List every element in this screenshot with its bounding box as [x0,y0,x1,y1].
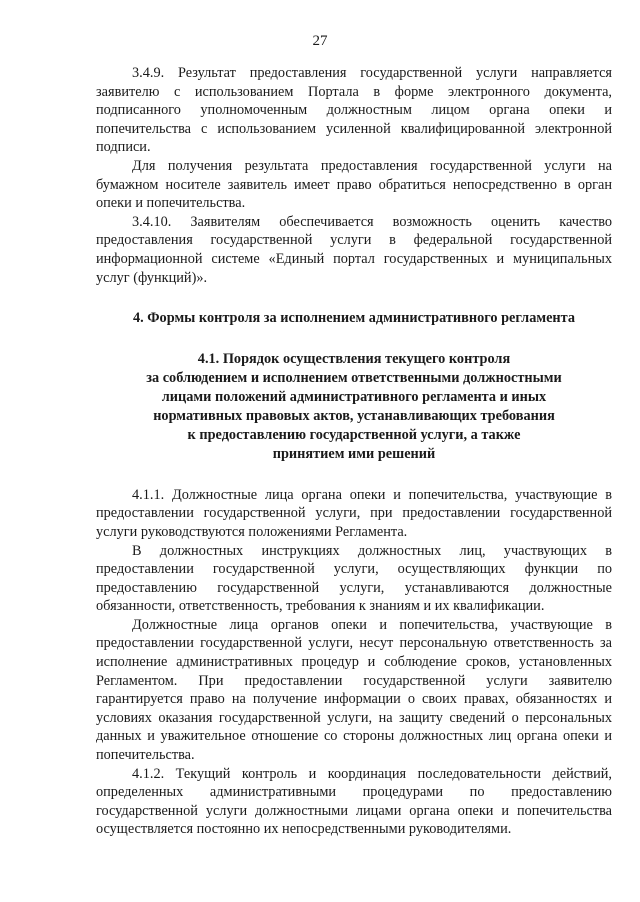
subsection-heading-line: лицами положений административного регламента и иных [161,388,547,405]
page-number: 27 [312,33,328,49]
paragraph-3-4-10: 3.4.10. Заявителям обеспечивается возможность оценить качество предоставления государственной услуги в федеральной государственной информационной системе «Единый портал государственных и муниципальных услуг (функций)». [96,213,612,286]
paragraph-personal-responsibility: Должностные лица органов опеки и попечительства, участвующие в предоставлении государственной услуги, несут персональную ответственность за исполнение административных процедур и соблюдение сроков, установленных Регламентом. При предоставлении государственной услуги заявителю гарантируется право на получение информации о своих правах, обязанностях и условиях оказания государственной услуги, на защиту сведений о персональных данных и уважительное отношение со стороны должностных лиц органа опеки и попечительства. [96,616,612,764]
subsection-heading-4-1 [96,350,612,464]
subsection-heading-line: к предоставлению государственной услуги, а также [187,426,521,443]
paragraph-paper-result: Для получения результата предоставления государственной услуги на бумажном носителе заявитель имеет право обратиться непосредственно в орган опеки и попечительства. [96,157,612,212]
spacer [96,464,612,486]
paragraph-job-instructions: В должностных инструкциях должностных лиц, участвующих в предоставлении государственной услуги, осуществляющих функции по предоставлению государственной услуги, устанавливаются должностные обязанности, ответственность, требования к знаниям и их квалификации. [96,542,612,615]
document-body [96,64,612,839]
paragraph-3-4-9: 3.4.9. Результат предоставления государственной услуги направляется заявителю с использованием Портала в форме электронного документа, подписанного уполномоченным должностным лицом органа опеки и попечительства с использованием усиленной квалифицированной электронной подписи. [96,65,612,156]
subsection-heading-line: принятием ими решений [272,445,436,462]
subsection-heading-line: за соблюдением и исполнением ответственными должностными [146,369,562,386]
paragraph-4-1-2: 4.1.2. Текущий контроль и координация последовательности действий, определенных административными процедурами по предоставлению государственной услуги должностными лицами органа опеки и попечительства осуществляется постоянно их непосредственными руководителями. [96,765,612,838]
subsection-heading-line: нормативных правовых актов, устанавливающих требования [153,407,555,424]
paragraph-4-1-1: 4.1.1. Должностные лица органа опеки и попечительства, участвующие в предоставлении государственной услуги, при предоставлении государственной услуги руководствуются положениями Регламента. [96,486,612,540]
subsection-heading-line: 4.1. Порядок осуществления текущего контроля [197,350,511,367]
section-heading-4: 4. Формы контроля за исполнением административного регламента [132,310,576,327]
